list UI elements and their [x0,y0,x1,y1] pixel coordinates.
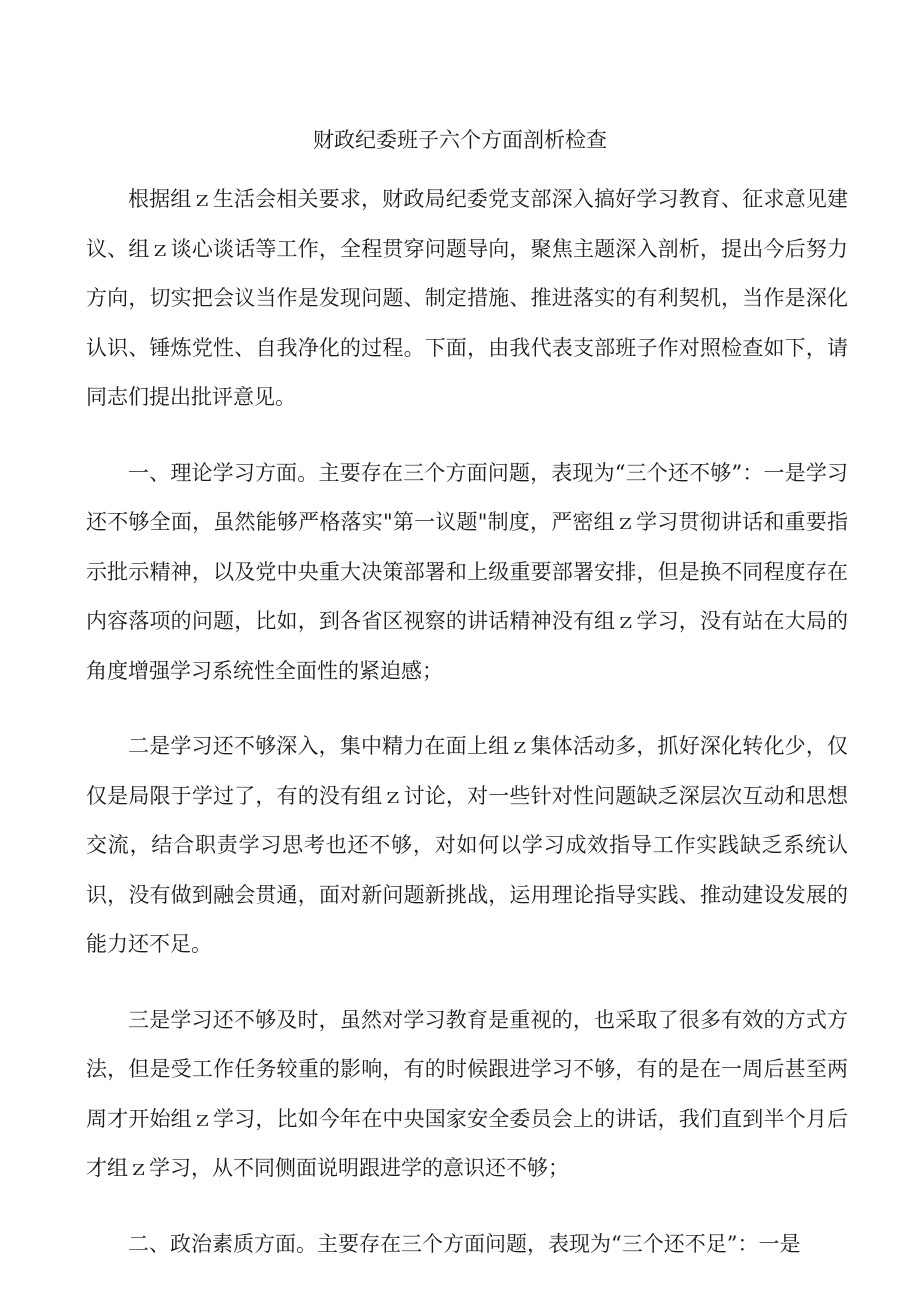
document-title: 财政纪委班子六个方面剖析检查 [313,128,607,152]
paragraph-study-depth: 二是学习还不够深入，集中精力在面上组ｚ集体活动多，抓好深化转化少，仅仅是局限于学过了，有的没有组ｚ讨论，对一些针对性问题缺乏深层次互动和思想交流，结合职责学习思考也还不够，对如何以学习成效指导工作实践缺乏系统认识，没有做到融会贯通，面对新问题新挑战，运用理论指导实践、推动建设发展的能力还不足。 [86,734,848,956]
paragraph-theory-study: 一、理论学习方面。主要存在三个方面问题，表现为“三个还不够”：一是学习还不够全面，虽然能够严格落实"第一议题"制度，严密组ｚ学习贯彻讲话和重要指示批示精神，以及党中央重大决策部署和上级重要部署安排，但是换不同程度存在内容落项的问题，比如，到各省区视察的讲话精神没有组ｚ学习，没有站在大局的角度增强学习系统性全面性的紧迫感； [86,460,848,683]
paragraph-study-timeliness: 三是学习还不够及时，虽然对学习教育是重视的，也采取了很多有效的方式方法，但是受工作任务较重的影响，有的时候跟进学习不够，有的是在一周后甚至两周才开始组ｚ学习，比如今年在中央国家安全委员会上的讲话，我们直到半个月后才组ｚ学习，从不同侧面说明跟进学的意识还不够； [86,1007,848,1180]
paragraph-intro: 根据组ｚ生活会相关要求，财政局纪委党支部深入搞好学习教育、征求意见建议、组ｚ谈心谈话等工作，全程贯穿问题导向，聚焦主题深入剖析，提出今后努力方向，切实把会议当作是发现问题、制定措施、推进落实的有利契机，当作是深化认识、锤炼党性、自我净化的过程。下面，由我代表支部班子作对照检查如下，请同志们提出批评意见。 [86,187,848,409]
paragraph-political-quality: 二、政治素质方面。主要存在三个方面问题，表现为“三个还不足”：一是 [128,1231,801,1256]
document-body [86,175,848,1295]
